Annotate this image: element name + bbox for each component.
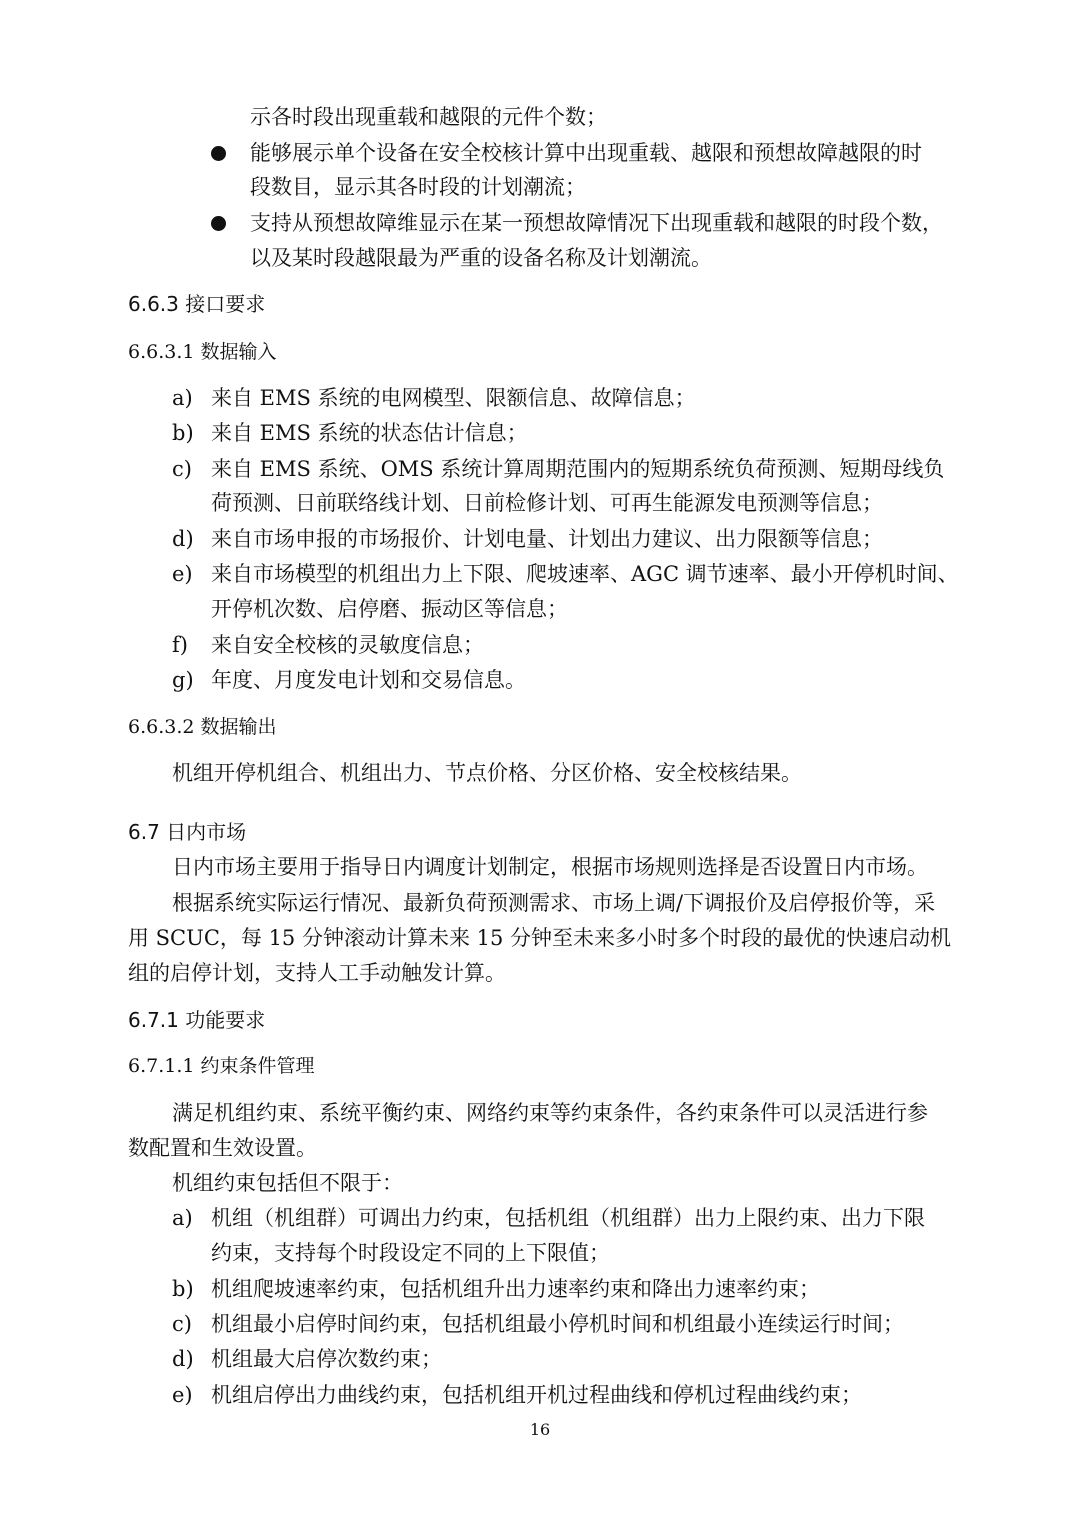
paragraph-line: 根据系统实际运行情况、最新负荷预测需求、市场上调/下调报价及启停报价等，采 xyxy=(172,891,936,915)
list-item-line: 机组启停出力曲线约束，包括机组开机过程曲线和停机过程曲线约束； xyxy=(211,1383,862,1407)
list-label: a) xyxy=(172,386,193,410)
section-heading-6-7-1: 6.7.1 功能要求 xyxy=(128,1008,266,1032)
list-label: b) xyxy=(172,1277,194,1301)
list-label: a) xyxy=(172,1206,193,1230)
subsection-heading-6-7-1-1: 6.7.1.1 约束条件管理 xyxy=(128,1055,315,1077)
paragraph-line: 机组开停机组合、机组出力、节点价格、分区价格、安全校核结果。 xyxy=(172,761,802,785)
subsection-heading-6-6-3-2: 6.6.3.2 数据输出 xyxy=(128,716,277,738)
bullet-carryover-line: 示各时段出现重载和越限的元件个数； xyxy=(250,105,607,129)
list-item-line: 来自安全校核的灵敏度信息； xyxy=(211,633,484,657)
list-label: f) xyxy=(172,633,188,657)
list-item-line: 机组最小启停时间约束，包括机组最小停机时间和机组最小连续运行时间； xyxy=(211,1312,904,1336)
list-item-line: 机组爬坡速率约束，包括机组升出力速率约束和降出力速率约束； xyxy=(211,1277,820,1301)
list-item-line: 荷预测、日前联络线计划、日前检修计划、可再生能源发电预测等信息； xyxy=(211,491,883,515)
paragraph-line: 日内市场主要用于指导日内调度计划制定，根据市场规则选择是否设置日内市场。 xyxy=(172,855,928,879)
paragraph-line: 组的启停计划，支持人工手动触发计算。 xyxy=(128,961,506,985)
list-item-line: 约束，支持每个时段设定不同的上下限值； xyxy=(211,1241,610,1265)
list-item-line: 开停机次数、启停磨、振动区等信息； xyxy=(211,597,568,621)
page-number: 16 xyxy=(529,1420,551,1439)
paragraph-line: 用 SCUC，每 15 分钟滚动计算未来 15 分钟至未来多小时多个时段的最优的快速启动机 xyxy=(128,926,952,950)
bullet-icon xyxy=(211,216,226,231)
list-item-line: 年度、月度发电计划和交易信息。 xyxy=(211,668,526,692)
bullet-item-line: 段数目，显示其各时段的计划潮流； xyxy=(250,175,586,199)
list-label: c) xyxy=(172,457,192,481)
bullet-item-line: 支持从预想故障维显示在某一预想故障情况下出现重载和越限的时段个数， xyxy=(250,211,943,235)
list-label: e) xyxy=(172,562,193,586)
list-item-line: 机组最大启停次数约束； xyxy=(211,1347,442,1371)
list-label: e) xyxy=(172,1383,193,1407)
list-label: b) xyxy=(172,421,194,445)
paragraph-line: 满足机组约束、系统平衡约束、网络约束等约束条件，各约束条件可以灵活进行参 xyxy=(172,1101,928,1125)
list-item-line: 来自市场模型的机组出力上下限、爬坡速率、AGC 调节速率、最小开停机时间、 xyxy=(211,562,959,586)
list-item-line: 来自 EMS 系统、OMS 系统计算周期范围内的短期系统负荷预测、短期母线负 xyxy=(211,457,945,481)
paragraph-line: 数配置和生效设置。 xyxy=(128,1136,317,1160)
section-heading-6-7: 6.7 日内市场 xyxy=(128,820,247,844)
subsection-heading-6-6-3-1: 6.6.3.1 数据输入 xyxy=(128,341,277,363)
bullet-icon xyxy=(211,146,226,161)
list-label: d) xyxy=(172,1347,194,1371)
list-item-line: 机组（机组群）可调出力约束，包括机组（机组群）出力上限约束、出力下限 xyxy=(211,1206,925,1230)
list-item-line: 来自 EMS 系统的电网模型、限额信息、故障信息； xyxy=(211,386,696,410)
section-heading-6-6-3: 6.6.3 接口要求 xyxy=(128,292,266,316)
list-item-line: 来自 EMS 系统的状态估计信息； xyxy=(211,421,528,445)
paragraph-line: 机组约束包括但不限于： xyxy=(172,1171,403,1195)
list-label: d) xyxy=(172,527,194,551)
list-item-line: 来自市场申报的市场报价、计划电量、计划出力建议、出力限额等信息； xyxy=(211,527,883,551)
bullet-item-line: 能够展示单个设备在安全校核计算中出现重载、越限和预想故障越限的时 xyxy=(250,141,922,165)
bullet-item-line: 以及某时段越限最为严重的设备名称及计划潮流。 xyxy=(250,246,712,270)
list-label: g) xyxy=(172,668,194,692)
list-label: c) xyxy=(172,1312,192,1336)
